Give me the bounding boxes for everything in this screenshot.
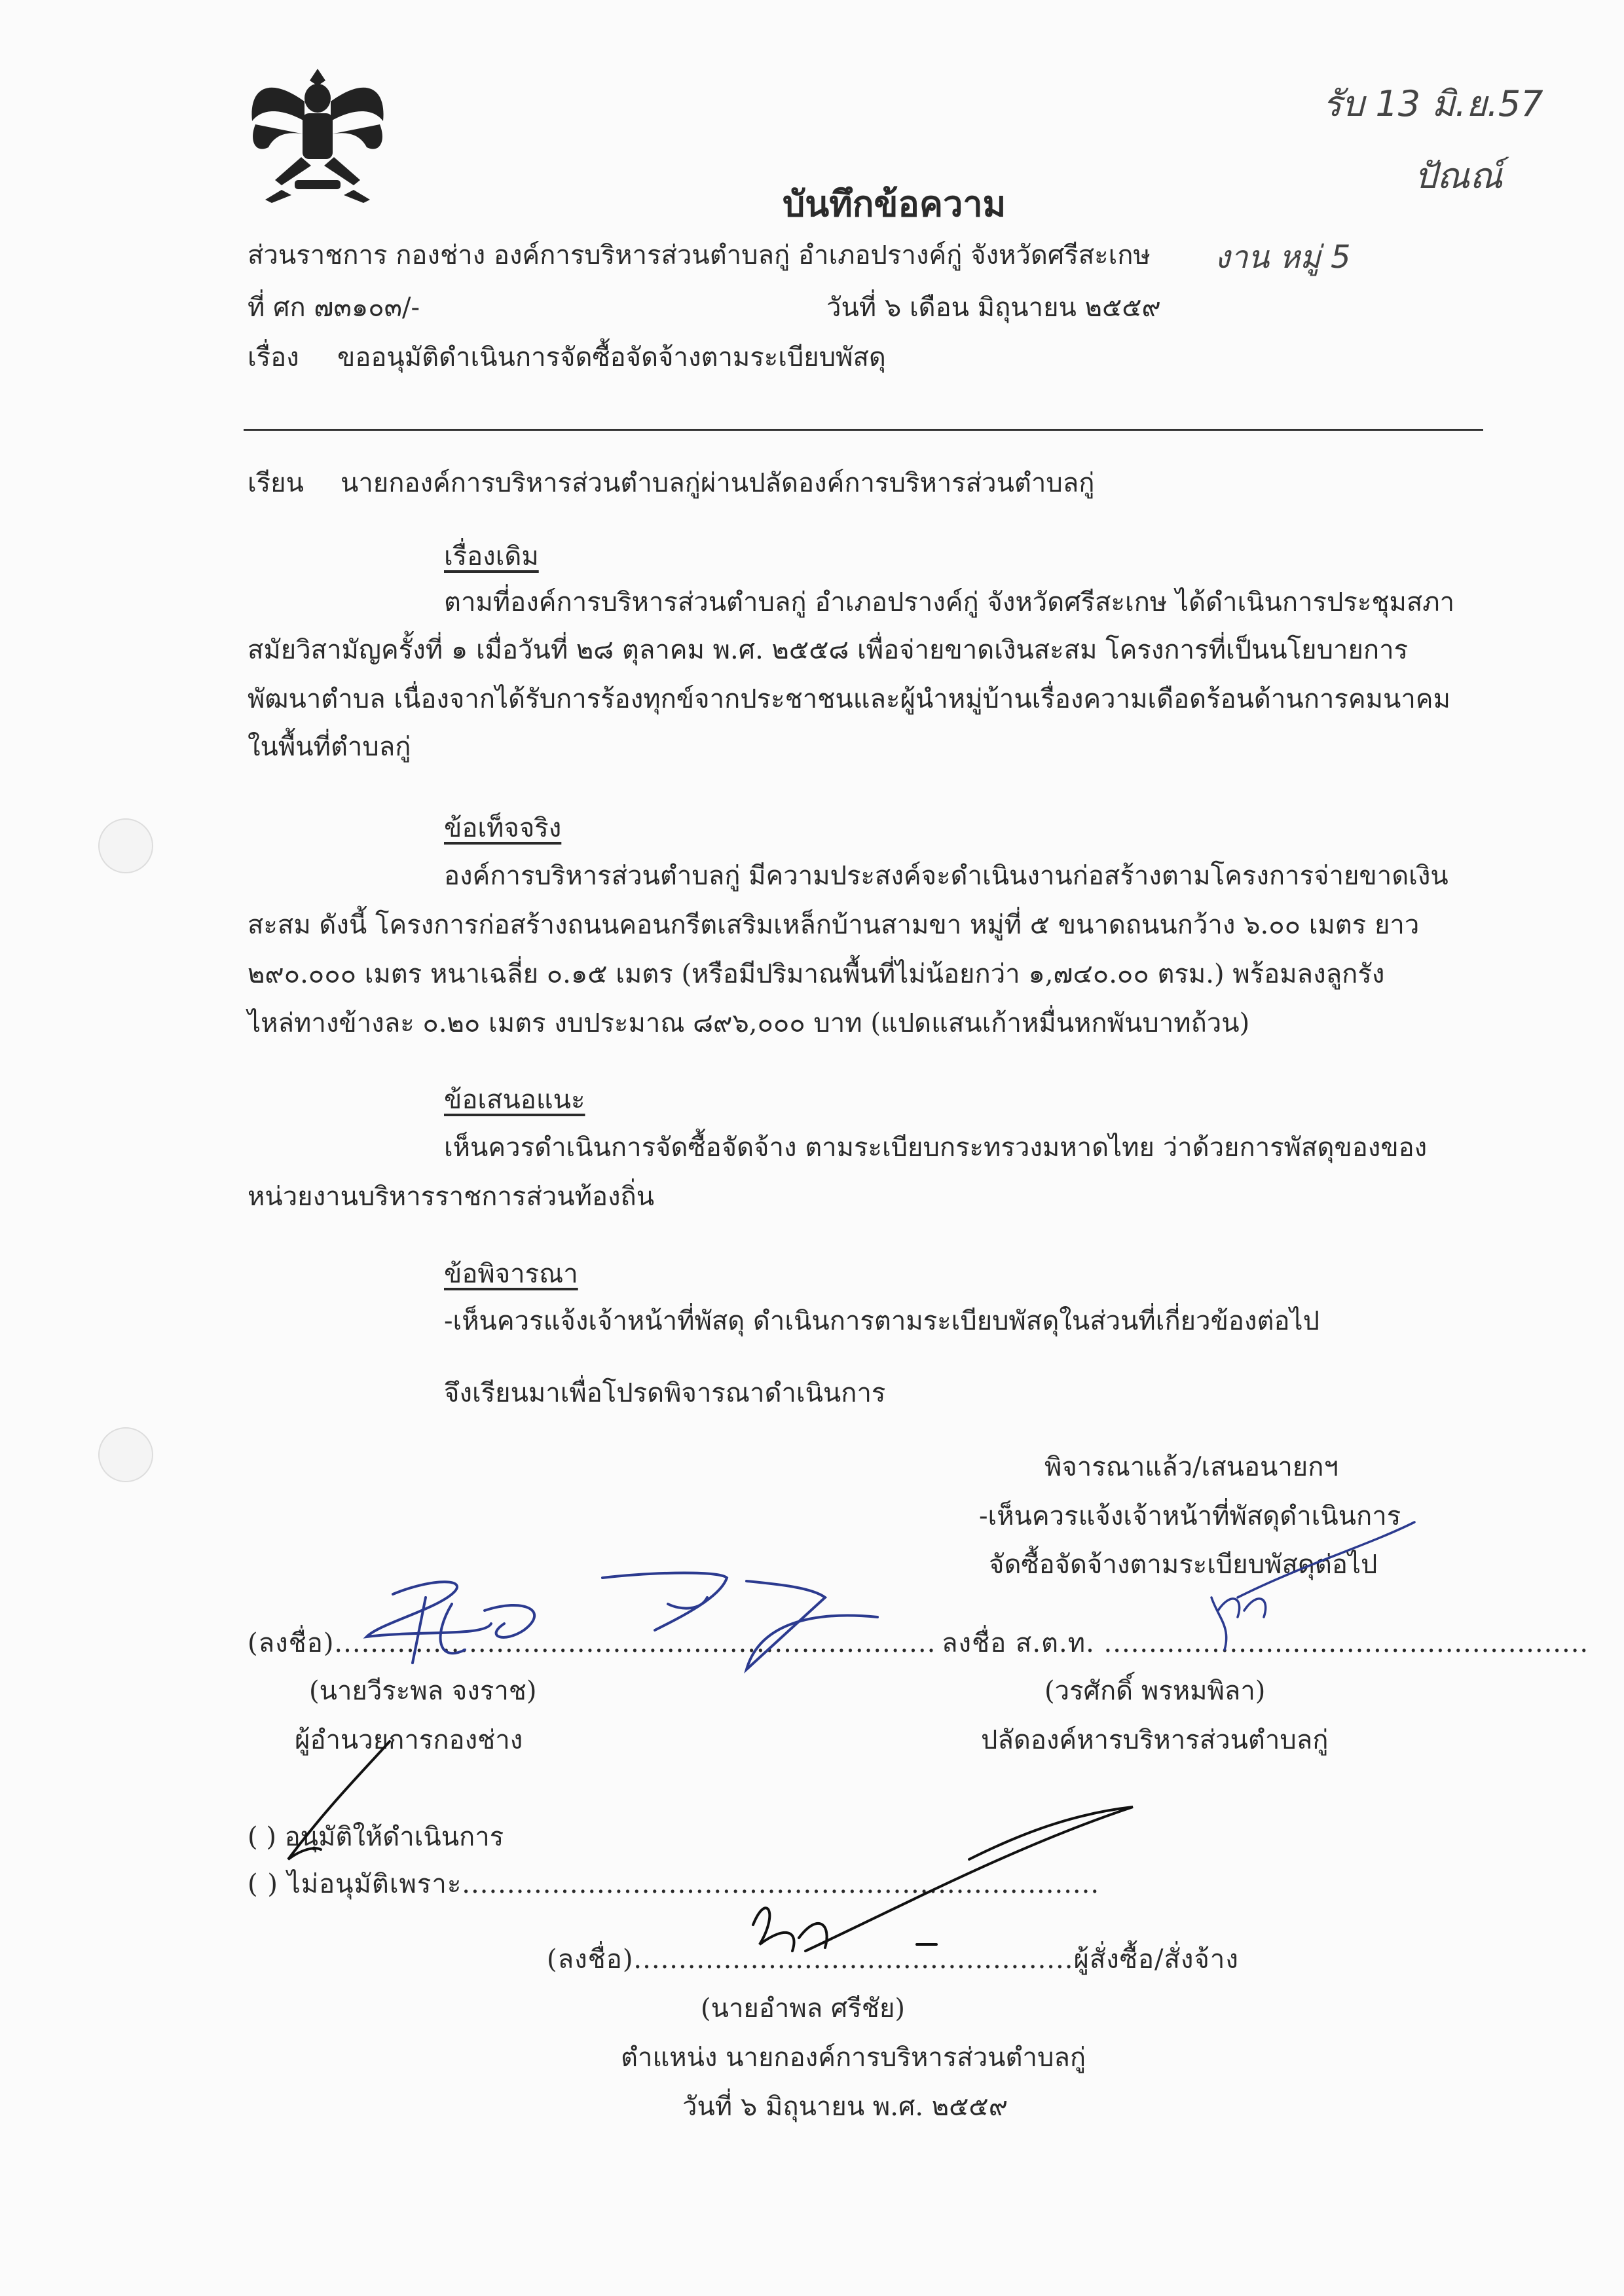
document-date: วันที่ ๖ เดือน มิถุนายน ๒๕๕๙ [826, 293, 1161, 323]
mayor-position: ตำแหน่ง นายกองค์การบริหารส่วนตำบลกู่ [621, 2043, 1086, 2073]
division-director-sign-line: (ลงชื่อ)................................................................... [248, 1628, 936, 1658]
mayor-name: (นายอำพล ศรีชัย) [701, 1994, 905, 2024]
punch-hole [98, 1427, 153, 1482]
division-director-name: (นายวีระพล จงราช) [309, 1676, 537, 1706]
addressee-label: เรียน [248, 468, 304, 498]
punch-hole [98, 818, 153, 873]
division-director-position: ผู้อำนวยการกองช่าง [295, 1725, 523, 1755]
paragraph-line: หน่วยงานบริหารราชการส่วนท้องถิ่น [248, 1182, 655, 1212]
paragraph-line: สะสม ดังนี้ โครงการก่อสร้างถนนคอนกรีตเสริมเหล็กบ้านสามขา หมู่ที่ ๕ ขนาดถนนกว้าง ๖.๐๐ เมตร ยาว [248, 910, 1420, 940]
reference-number: ที่ ศก ๗๓๑๐๓/- [248, 293, 420, 323]
paragraph-line: เห็นควรดำเนินการจัดซื้อจัดจ้าง ตามระเบียบกระทรวงมหาดไทย ว่าด้วยการพัสดุของของ [444, 1133, 1428, 1163]
deputy-comment-line: พิจารณาแล้ว/เสนอนายกฯ [1044, 1452, 1338, 1482]
paragraph-line: -เห็นควรแจ้งเจ้าหน้าที่พัสดุ ดำเนินการตามระเบียบพัสดุในส่วนที่เกี่ยวข้องต่อไป [444, 1306, 1320, 1336]
division-director-signature [354, 1558, 904, 1689]
deputy-name: (วรศักดิ์ พรหมพิลา) [1044, 1676, 1266, 1706]
approve-option: ( ) อนุมัติให้ดำเนินการ [248, 1822, 504, 1852]
section-heading-facts: ข้อเท็จจริง [444, 813, 562, 843]
garuda-emblem-icon [242, 62, 393, 206]
agency-line: ส่วนราชการ กองช่าง องค์การบริหารส่วนตำบลกู่ อำเภอปรางค์กู่ จังหวัดศรีสะเกษ [248, 240, 1151, 270]
section-heading-background: เรื่องเดิม [444, 541, 539, 572]
paragraph-line: พัฒนาตำบล เนื่องจากได้รับการร้องทุกข์จากประชาชนและผู้นำหมู่บ้านเรื่องความเดือดร้อนด้านการคมนาคม [248, 684, 1450, 714]
paragraph-line: ตามที่องค์การบริหารส่วนตำบลกู่ อำเภอปรางค์กู่ จังหวัดศรีสะเกษ ได้ดำเนินการประชุมสภา [444, 587, 1455, 617]
section-heading-proposal: ข้อเสนอแนะ [444, 1085, 585, 1115]
header-divider [244, 429, 1483, 431]
approval-date: วันที่ ๖ มิถุนายน พ.ศ. ๒๕๕๙ [682, 2092, 1008, 2122]
addressee-text: นายกองค์การบริหารส่วนตำบลกู่ผ่านปลัดองค์การบริหารส่วนตำบลกู่ [341, 468, 1095, 498]
paragraph-line: องค์การบริหารส่วนตำบลกู่ มีความประสงค์จะดำเนินงานก่อสร้างตามโครงการจ่ายขาดเงิน [444, 861, 1449, 891]
handwritten-initials: ปัณณ์ [1414, 155, 1503, 196]
mayor-sign-line: (ลงชื่อ).................................................ผู้สั่งซื้อ/สั่งจ้าง [547, 1944, 1239, 1975]
deputy-comment-line: จัดซื้อจัดจ้างตามระเบียบพัสดุต่อไป [989, 1550, 1378, 1580]
subject-text: ขออนุมัติดำเนินการจัดซื้อจัดจ้างตามระเบียบพัสดุ [337, 342, 886, 373]
paragraph-line: ไหล่ทางข้างละ ๐.๒๐ เมตร งบประมาณ ๘๙๖,๐๐๐ บาท (แปดแสนเก้าหมื่นหกพันบาทถ้วน) [248, 1008, 1250, 1038]
paragraph-line: ๒๙๐.๐๐๐ เมตร หนาเฉลี่ย ๐.๑๕ เมตร (หรือมีปริมาณพื้นที่ไม่น้อยกว่า ๑,๗๔๐.๐๐ ตรม.) พร้อมลงลูกรัง [248, 959, 1385, 989]
handwritten-receipt-note: รับ 13 มิ.ย.57 [1323, 83, 1543, 124]
deputy-signature [1172, 1512, 1434, 1663]
deputy-comment-line: -เห็นควรแจ้งเจ้าหน้าที่พัสดุดำเนินการ [979, 1501, 1401, 1531]
handwritten-side-note: งาน หมู่ 5 [1215, 239, 1351, 276]
deputy-sign-line: ลงชื่อ ส.ต.ท. ...................................................... [942, 1628, 1589, 1658]
deputy-position: ปลัดองค์หารบริหารส่วนตำบลกู่ [981, 1725, 1329, 1755]
closing-line: จึงเรียนมาเพื่อโปรดพิจารณาดำเนินการ [444, 1378, 886, 1408]
paragraph-line: ในพื้นที่ตำบลกู่ [248, 732, 411, 762]
reject-option: ( ) ไม่อนุมัติเพราะ....................................................................... [248, 1869, 1100, 1899]
page-title: บันทึกข้อความ [783, 183, 1006, 225]
mayor-signature [707, 1794, 1153, 1964]
subject-label: เรื่อง [248, 342, 299, 373]
approval-checkmark [262, 1735, 413, 1866]
section-heading-consideration: ข้อพิจารณา [444, 1259, 578, 1289]
paragraph-line: สมัยวิสามัญครั้งที่ ๑ เมื่อวันที่ ๒๘ ตุลาคม พ.ศ. ๒๕๕๘ เพื่อจ่ายขาดเงินสะสม โครงการที่เป็นนโยบายการ [248, 635, 1409, 665]
